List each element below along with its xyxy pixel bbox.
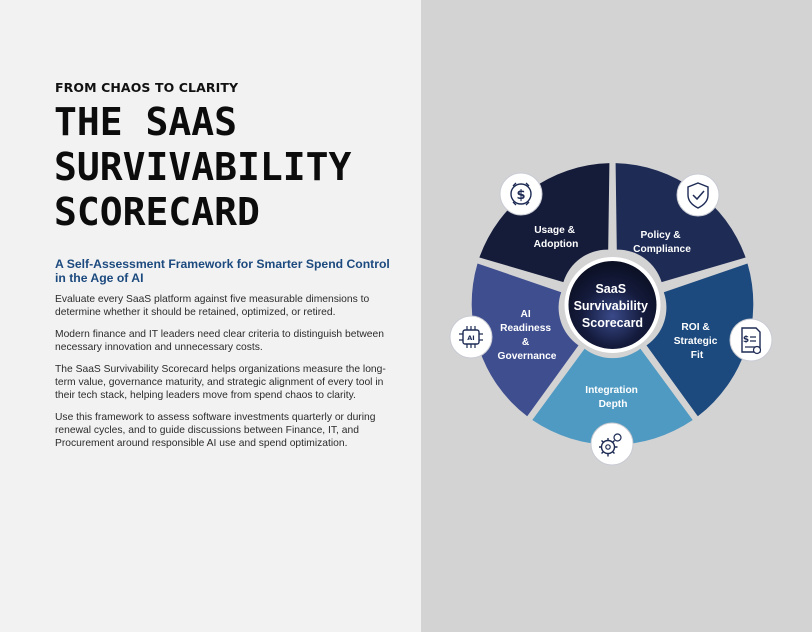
title-line: SURVIVABILITY (54, 145, 352, 189)
label-line: Policy & (640, 230, 681, 241)
svg-text:$: $ (516, 188, 526, 203)
center-line: SaaS (595, 282, 627, 296)
label-line: AI (520, 309, 531, 320)
ai-chip-icon (450, 316, 492, 358)
label-line: ROI & (681, 322, 710, 333)
title-line: THE SAAS (54, 100, 238, 144)
gears-icon (591, 423, 633, 465)
label-line: Compliance (633, 244, 691, 255)
svg-text:$: $ (742, 335, 750, 345)
label-line: Integration (585, 385, 638, 396)
paragraph: Evaluate every SaaS platform against five measurable dimensions to determine whether it should be retained, optimized, or retired. (55, 294, 370, 318)
shield-check-icon (677, 174, 719, 216)
label-line: Depth (598, 399, 628, 410)
label-line: Adoption (533, 239, 579, 250)
label-line: Readiness (500, 323, 552, 334)
scorecard-wheel (421, 0, 812, 632)
label-line: & (521, 337, 530, 348)
label-line: Fit (690, 350, 704, 361)
page-title (54, 100, 351, 235)
eyebrow: FROM CHAOS TO CLARITY (55, 80, 239, 95)
center-line: Survivability (573, 299, 648, 313)
paragraph: Modern finance and IT leaders need clear criteria to distinguish between necessary innovation and unnecessary costs. (55, 329, 384, 353)
label-line: Strategic (673, 336, 718, 347)
label-line: Usage & (534, 225, 575, 236)
paragraph: Use this framework to assess software investments quarterly or during renewal cycles, and to guide discussions between Finance, IT, and Procurement around responsible AI use and spend optimization. (55, 412, 376, 449)
subtitle: A Self-Assessment Framework for Smarter Spend Control in the Age of AI (55, 257, 390, 285)
body-text (55, 293, 390, 459)
title-line: SCORECARD (54, 190, 260, 234)
invoice-document-icon (730, 319, 772, 361)
dollar-coin-icon (500, 173, 542, 215)
svg-text:AI: AI (467, 334, 475, 342)
paragraph: The SaaS Survivability Scorecard helps organizations measure the long-term value, governance maturity, and strategic alignment of every tool in their tech stack, helping leaders move from spend chaos to clarity. (55, 364, 386, 401)
center-line: Scorecard (581, 316, 644, 330)
label-line: Governance (497, 351, 557, 362)
